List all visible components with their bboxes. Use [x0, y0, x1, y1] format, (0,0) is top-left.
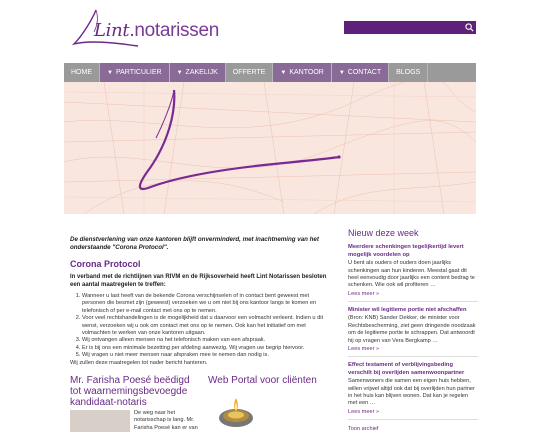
hero-banner-image	[64, 82, 476, 214]
read-more-link[interactable]: Lees meer »	[348, 408, 380, 415]
news-thumbnail[interactable]	[70, 410, 130, 432]
search-icon[interactable]	[465, 23, 474, 32]
sidebar-news-item	[348, 307, 478, 357]
nav-item-label: PARTICULIER	[115, 69, 162, 76]
sidebar-news-text: (Bron: KNB) Sander Dekker, de minister voor Rechtsbescherming, ziet geen dringende noodzaak om de legitieme portie te schrappen. Dat antwoordt hij op vragen van Vera Bergkamp …	[348, 315, 476, 344]
sidebar-title: Nieuw deze week	[348, 228, 419, 238]
sidebar-news-item	[348, 362, 478, 420]
sidebar-news-title[interactable]: Minister wil legitieme portie niet afschaffen	[348, 306, 467, 313]
search-box	[344, 21, 476, 34]
nav-item-label: CONTACT	[347, 69, 382, 76]
nav-item-zakelijk[interactable]	[170, 63, 226, 82]
nav-item-label: ZAKELIJK	[185, 69, 218, 76]
nav-item-label: BLOGS	[396, 69, 421, 76]
sidebar-news-item	[348, 244, 478, 302]
caret-down-icon: ▼	[176, 69, 183, 76]
list-item: 5. Wij vragen u niet meer mensen naar afspraken mee te nemen dan nodig is.	[82, 352, 332, 359]
caret-down-icon: ▼	[107, 69, 113, 76]
nav-item-contact[interactable]	[332, 63, 389, 82]
nav-item-label: OFFERTE	[232, 69, 266, 76]
nav-item-kantoor[interactable]	[273, 63, 331, 82]
sidebar	[348, 228, 478, 425]
measures-list	[70, 293, 332, 360]
nav-item-particulier[interactable]	[100, 63, 170, 82]
map-background	[64, 82, 476, 214]
list-item: 4. Er is bij ons een minimale bezetting per afdeling aanwezig. Wij vragen uw begrip hiervoor.	[82, 345, 332, 352]
archive-link[interactable]: Toon archief	[348, 426, 379, 432]
lead-text: In verband met de richtlijnen van RIVM en de Rijksoverheid heeft Lint Notarissen besloten een aantal maatregelen te treffen:	[70, 274, 327, 288]
nav-item-offerte[interactable]	[226, 63, 274, 82]
news-excerpt: De weg naar het notarisschap is lang. Mr. Farisha Poesé kan er van	[134, 410, 198, 431]
caret-down-icon: ▼	[280, 69, 287, 76]
sidebar-news-text: U bent als ouders of ouders doen jaarlijks schenkingen aan hun kinderen. Meestal gaat dit heel eenvoudig door jaarlijks een content bedrag te schenken. Wie ook wil profiteren …	[348, 260, 475, 289]
web-portal-title[interactable]: Web Portal voor cliënten	[208, 375, 317, 386]
read-more-link[interactable]: Lees meer »	[348, 290, 380, 297]
caret-down-icon: ▼	[338, 69, 345, 76]
search-input[interactable]	[344, 21, 462, 34]
nav-item-label: HOME	[71, 69, 92, 76]
list-item: 3. Wij ontvangen alleen mensen na het telefonisch maken van een afspraak.	[82, 337, 332, 344]
logo-text[interactable]	[94, 20, 219, 42]
logo-notarissen: notarissen	[134, 20, 219, 41]
sidebar-news-text: Samenwoners die samen een eigen huis hebben, willen vrijwel altijd ook dat bij overlijden hun partner in het huis kan blijven wonen. Dat kan je regelen met een …	[348, 378, 475, 407]
site-header	[0, 0, 540, 62]
candle-image[interactable]	[216, 388, 256, 432]
main-content	[70, 236, 332, 367]
logo-dot: .	[129, 20, 135, 41]
sidebar-news-title[interactable]: Meerdere schenkingen tegelijkertijd levert mogelijk voordelen op	[348, 244, 464, 258]
list-item: 2. Voor veel rechtshandelingen is de mogelijkheid dat u daarvoor een volmacht verleent. Indien u dit wenst, verzoeken wij u ook om contact met ons op te nemen. Ook kan het initiatief om met volmachten te werken van onze kantoren uitgaan.	[82, 315, 332, 337]
nav-item-label: KANTOOR	[289, 69, 324, 76]
footnote-text: Wij zullen deze maatregelen tot nader bericht hanteren.	[70, 359, 208, 366]
intro-text: De dienstverlening van onze kantoren blijft onverminderd, met inachtneming van het onderstaande "Corona Protocol".	[70, 236, 319, 251]
sidebar-news-title[interactable]: Effect testament of verblijvingsbeding verschilt bij overlijden samenwoonpartner	[348, 362, 465, 376]
page-title: Corona Protocol	[70, 259, 141, 269]
nav-item-blogs[interactable]	[389, 63, 428, 82]
news-title-poese[interactable]: Mr. Farisha Poesé beëdigd tot waarnemingsbevoegde kandidaat-notaris	[70, 375, 190, 408]
main-nav	[64, 63, 476, 82]
list-item: 1. Wanneer u last heeft van de bekende Corona verschijnselen of in contact bent geweest met personen die besmet zijn (geweest) verzoeken we u om niet bij ons kantoor langs te komen en telefonisch of per e-mail contact met ons op te nemen.	[82, 293, 332, 315]
read-more-link[interactable]: Lees meer »	[348, 346, 380, 353]
logo-lint: Lint	[94, 20, 130, 41]
nav-item-home[interactable]	[64, 63, 100, 82]
